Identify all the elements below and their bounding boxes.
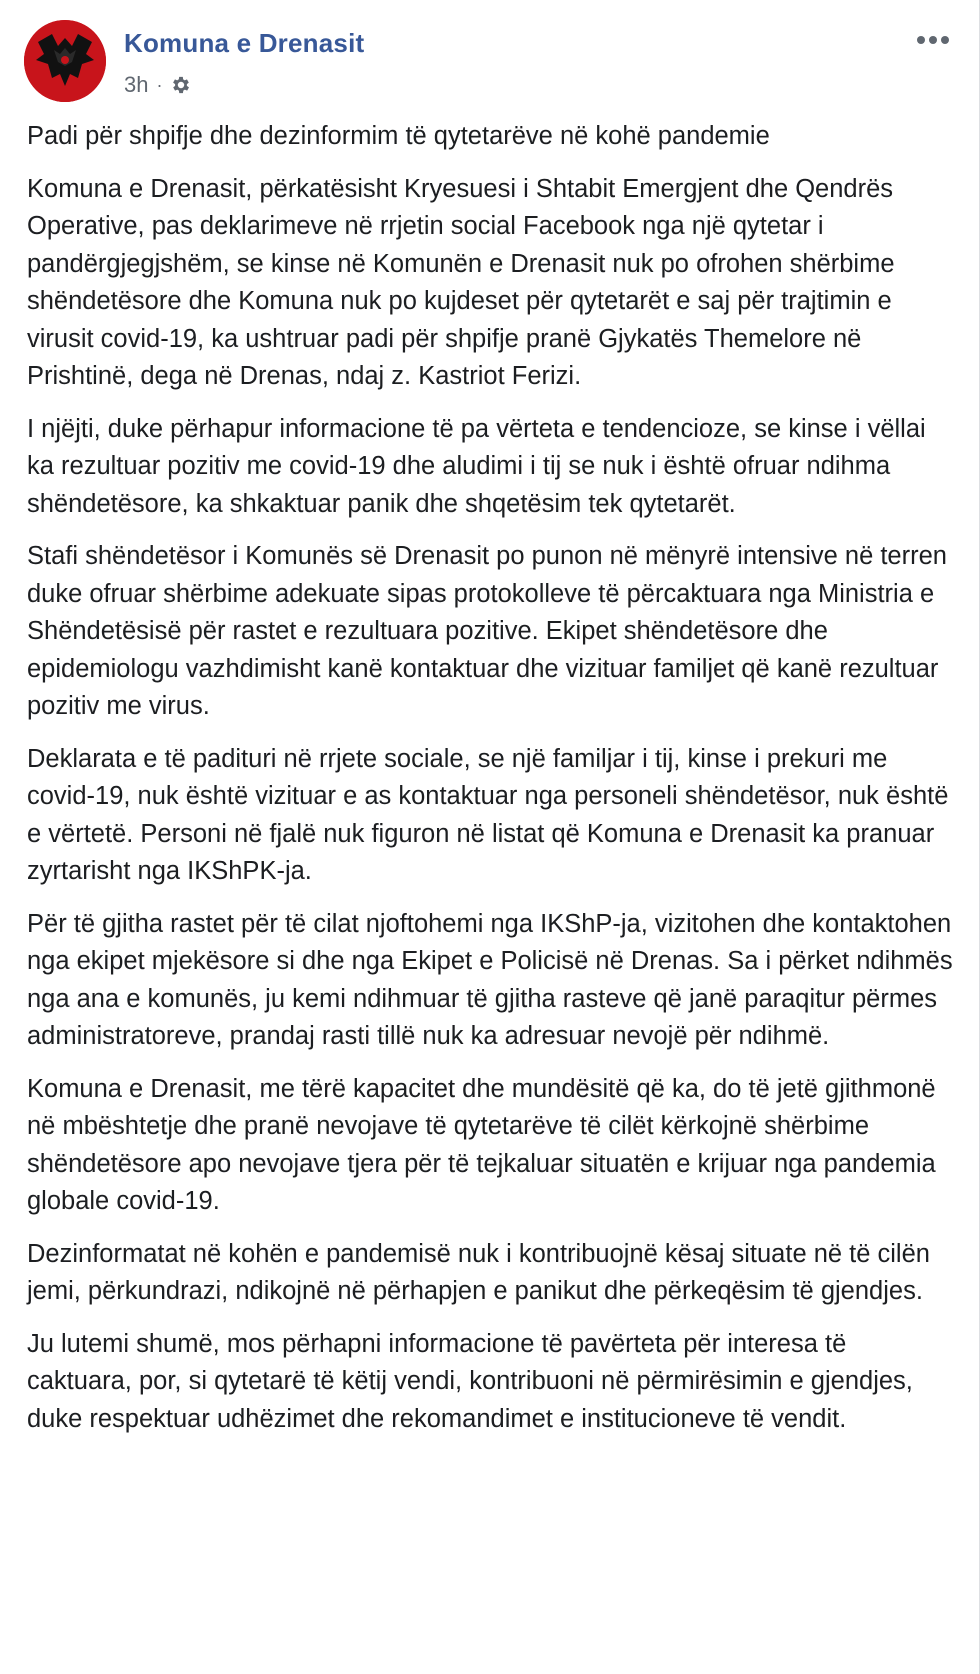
post-paragraph: Dezinformatat në kohën e pandemisë nuk i kontribuojnë kësaj situate në të cilën jemi, përkundrazi, ndikojnë në përhapjen e panikut dhe përkeqësim të gjendjes. (27, 1239, 930, 1305)
post-meta (124, 70, 192, 100)
post-header (24, 20, 955, 104)
post-paragraph: Komuna e Drenasit, përkatësisht Kryesuesi i Shtabit Emergjent dhe Qendrës Operative, pas deklarimeve në rrjetin social Facebook nga një qytetar i pandërgjegjshëm, se kinse në Komunën e Drenasit nuk po ofrohen shërbime shëndetësore dhe Komuna nuk po kujdeset për qytetarët e saj për trajtimin e virusit covid-19, ka ushtruar padi për shpifje pranë Gjykatës Themelore në Prishtinë, dega në Drenas, ndaj z. Kastriot Ferizi. (27, 174, 895, 390)
post-paragraph: Stafi shëndetësor i Komunës së Drenasit po punon në mënyrë intensive në terren duke ofruar shërbime adekuate sipas protokolleve të përcaktuara nga Ministria e Shëndetësisë për rastet e rezultuara pozitive. Ekipet shëndetësore dhe epidemiologu vazhdimisht kanë kontaktuar dhe vizituar familjet që kanë rezultuar pozitiv me virus. (27, 542, 947, 720)
post-paragraph: I njëjti, duke përhapur informacione të pa vërteta e tendencioze, se kinse i vëllai ka rezultuar pozitiv me covid-19 dhe aludimi i tij se nuk i është ofruar ndihma shëndetësore, ka shkaktuar panik dhe shqetësim tek qytetarët. (27, 414, 926, 518)
post-body (27, 118, 957, 1453)
post-paragraph: Për të gjitha rastet për të cilat njoftohemi nga IKShP-ja, vizitohen dhe kontaktohen nga ekipet mjekësore si dhe nga Ekipet e Policisë në Drenas. Sa i përket ndihmës nga ana e komunës, ju kemi ndihmuar të gjitha rasteve që janë paraqitur përmes administratoreve, prandaj rasti tillë nuk ka adresuar nevojë për ndihmë. (27, 909, 953, 1050)
meta-separator: · (156, 74, 163, 95)
page-name-link[interactable]: Komuna e Drenasit (124, 28, 365, 58)
post-paragraph: Deklarata e të padituri në rrjete sociale, se një familjar i tij, kinse i prekuri me covid-19, nuk është vizituar e as kontaktuar nga personeli shëndetësor, nuk është e vërtetë. Personi në fjalë nuk figuron në listat që Komuna e Drenasit ka pranuar zyrtarisht nga IKShPK-ja. (27, 744, 949, 885)
post-paragraph: Ju lutemi shumë, mos përhapni informacione të pavërteta për interesa të caktuara, por, si qytetarë të këtij vendi, kontribuoni në përmirësimin e gjendjes, duke respektuar udhëzimet dhe rekomandimet e institucioneve të vendit. (27, 1329, 913, 1433)
double-headed-eagle-logo (24, 20, 106, 102)
more-options-icon[interactable] (913, 26, 953, 54)
post-timestamp[interactable]: 3h (124, 72, 149, 97)
post-paragraph: Padi për shpifje dhe dezinformim të qytetarëve në kohë pandemie (27, 122, 770, 150)
page-avatar[interactable] (24, 20, 106, 102)
gear-icon[interactable] (170, 74, 192, 96)
post-paragraph: Komuna e Drenasit, me tërë kapacitet dhe mundësitë që ka, do të jetë gjithmonë në mbështetje dhe pranë nevojave të qytetarëve të cilët kërkojnë shërbime shëndetësore apo nevojave tjera për të tejkaluar situatën e krijuar nga pandemia globale covid-19. (27, 1074, 936, 1215)
